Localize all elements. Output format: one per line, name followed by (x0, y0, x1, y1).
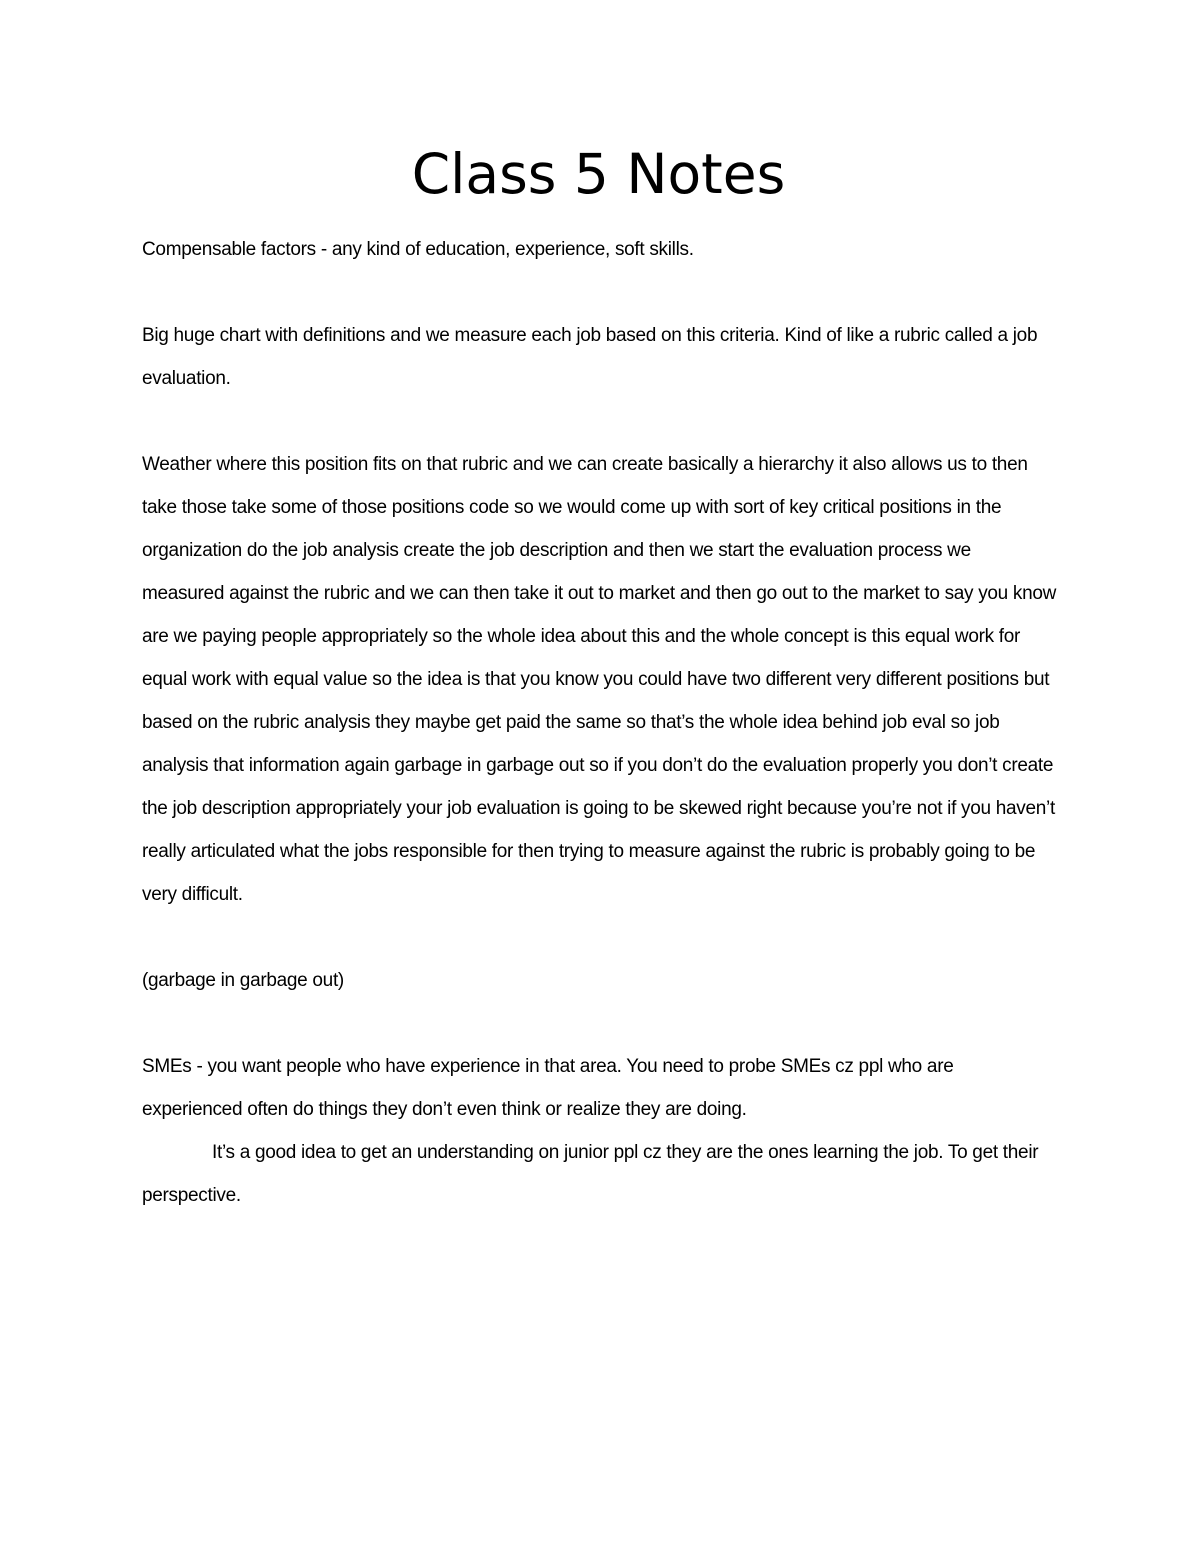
document-body (142, 228, 1057, 1217)
paragraph-junior-perspective: It’s a good idea to get an understanding on junior ppl cz they are the ones learning the job. To get their perspective. (142, 1142, 1039, 1206)
paragraph-job-evaluation-chart: Big huge chart with definitions and we measure each job based on this criteria. Kind of like a rubric called a job evaluation. (142, 325, 1038, 389)
paragraph-spacer (142, 400, 1057, 443)
paragraph-rubric-hierarchy: Weather where this position fits on that rubric and we can create basically a hierarchy it also allows us to then take those take some of those positions code so we would come up with sort of key critical positions in the organization do the job analysis create the job description and then we start the evaluation process we measured against the rubric and we can then take it out to market and then go out to the market to say you know are we paying people appropriately so the whole idea about this and the whole concept is this equal work for equal work with equal value so the idea is that you know you could have two different very different positions but based on the rubric analysis they maybe get paid the same so that’s the whole idea behind job eval so job analysis that information again garbage in garbage out so if you don’t do the evaluation properly you don’t create the job description appropriately your job evaluation is going to be skewed right because you’re not if you haven’t really articulated what the jobs responsible for then trying to measure against the rubric is probably going to be very difficult. (142, 454, 1057, 905)
paragraph-garbage-in-garbage-out: (garbage in garbage out) (142, 970, 344, 991)
paragraph-compensable-factors: Compensable factors - any kind of education, experience, soft skills. (142, 239, 694, 260)
paragraph-spacer (142, 271, 1057, 314)
paragraph-spacer (142, 1002, 1057, 1045)
paragraph-smes: SMEs - you want people who have experience in that area. You need to probe SMEs cz ppl who are experienced often do things they don’t even think or realize they are doing. (142, 1056, 954, 1120)
document-title: Class 5 Notes (411, 142, 786, 206)
paragraph-spacer (142, 916, 1057, 959)
